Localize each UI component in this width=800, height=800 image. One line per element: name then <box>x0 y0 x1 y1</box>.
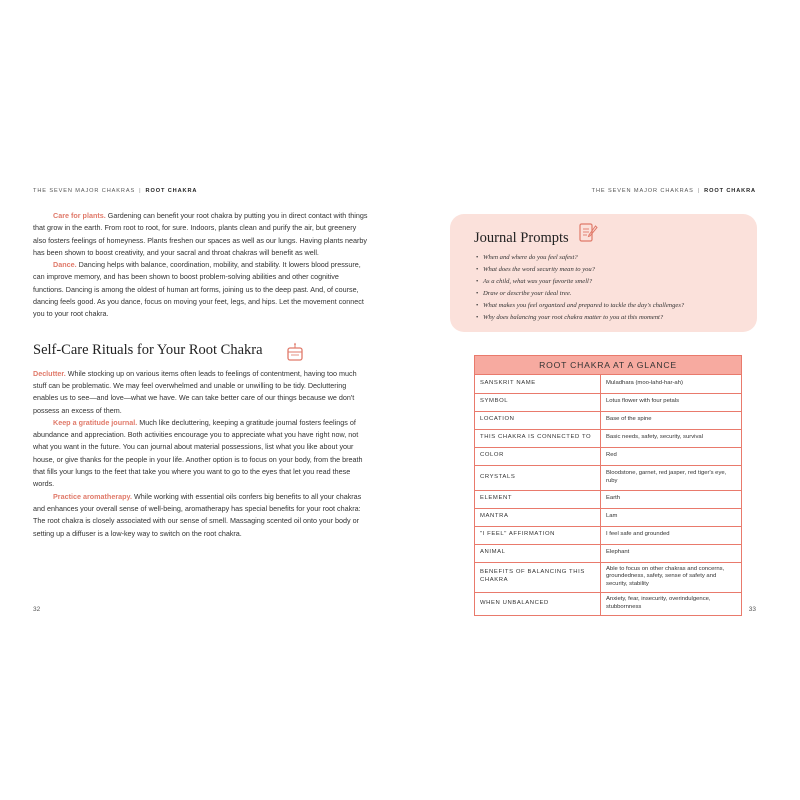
row-label: WHEN UNBALANCED <box>475 592 601 615</box>
table-row <box>475 465 741 490</box>
table-row <box>475 490 741 508</box>
list-item: • Draw or describe your ideal tree. <box>476 288 684 300</box>
candle-icon <box>285 342 305 362</box>
row-value: Able to focus on other chakras and concerns, groundedness, safety, sense of safety and security, stability <box>601 562 742 592</box>
table-row <box>475 526 741 544</box>
journal-prompts-box <box>450 214 757 332</box>
running-head-section: THE SEVEN MAJOR CHAKRAS <box>591 188 694 194</box>
paragraph-dance <box>33 259 368 320</box>
row-label: THIS CHAKRA IS CONNECTED TO <box>475 429 601 447</box>
paragraph-declutter <box>33 368 368 417</box>
row-label: SANSKRIT NAME <box>475 375 601 393</box>
table-row <box>475 375 741 393</box>
row-value: Elephant <box>601 544 742 562</box>
row-value: Basic needs, safety, security, survival <box>601 429 742 447</box>
row-label: CRYSTALS <box>475 465 601 490</box>
running-head-left: THE SEVEN MAJOR CHAKRAS | ROOT CHAKRA <box>33 188 198 194</box>
paragraph-text: While working with essential oils confers big benefits to all your chakras and enhances your overall sense of well-being, aromatherapy has special benefits for your root chakra: The root chakra is closely associated with our sense of smell. Massaging scented oil onto your body or setting up a diffuser is a low-key way to switch on the root chakra. <box>33 491 362 538</box>
paragraph-lead: Keep a gratitude journal. <box>53 417 138 427</box>
row-value: Lotus flower with four petals <box>601 393 742 411</box>
row-label: ANIMAL <box>475 544 601 562</box>
paragraph-lead: Care for plants. <box>53 211 106 220</box>
paragraph-lead: Dance. <box>53 260 77 270</box>
glance-table-body <box>475 375 741 615</box>
row-label: ELEMENT <box>475 490 601 508</box>
row-label: "I FEEL" AFFIRMATION <box>475 526 601 544</box>
section-title: Self-Care Rituals for Your Root Chakra <box>33 341 263 358</box>
row-value: Red <box>601 447 742 465</box>
journal-prompts-title: Journal Prompts <box>474 230 569 246</box>
row-label: LOCATION <box>475 411 601 429</box>
paragraph-aromatherapy <box>33 491 368 540</box>
row-value: I feel safe and grounded <box>601 526 742 544</box>
paragraph-text: Gardening can benefit your root chakra by putting you in direct contact with things that grow in the earth. From root to root, for sure. Indoors, plants clean and purify the air, but greenery also fosters feelings of homeyness. Plants freshen our spaces as well as our lungs. Having plants nearby has been shown to boost creativity, and your sacral and throat chakras will benefit as well. <box>33 211 368 257</box>
list-item: • What does the word security mean to you? <box>476 264 684 276</box>
row-value: Muladhara (moo-lahd-har-ah) <box>601 375 742 393</box>
paragraph-lead: Declutter. <box>33 368 66 378</box>
glance-table-title: ROOT CHAKRA AT A GLANCE <box>475 356 741 375</box>
table-row <box>475 544 741 562</box>
table-row <box>475 429 741 447</box>
row-label: BENEFITS OF BALANCING THIS CHAKRA <box>475 562 601 592</box>
list-item: • When and where do you feel safest? <box>476 252 684 264</box>
journal-pen-icon <box>578 222 598 244</box>
running-head-current: ROOT CHAKRA <box>704 188 756 194</box>
row-value: Lam <box>601 508 742 526</box>
left-page-body <box>33 210 368 540</box>
paragraph-lead: Practice aromatherapy. <box>53 491 132 501</box>
glance-table <box>474 355 742 616</box>
table-row <box>475 508 741 526</box>
table-row <box>475 411 741 429</box>
row-label: MANTRA <box>475 508 601 526</box>
row-label: COLOR <box>475 447 601 465</box>
row-label: SYMBOL <box>475 393 601 411</box>
paragraph-text: Dancing helps with balance, coordination, mobility, and stability. It lowers blood pressure, can improve memory, and has been shown to boost problem-solving abilities and other cognitive functions. Dancing is among the oldest of human art forms, joining us to the deep past. And, of course, dancing feels good. As you dance, focus on moving your feet, legs, and hips. Let the movement connect you to your root chakra. <box>33 260 364 319</box>
list-item: • What makes you feel organized and prepared to tackle the day's challenges? <box>476 300 684 312</box>
paragraph-text: Much like decluttering, keeping a gratitude journal fosters feelings of abundance and appreciation. Both activities encourage you to appreciate what you have right now, not what you want in the future. You can journal about material possessions, list what you like about your house, or give thanks for the people in your life. Another option is to focus on your body, from the breath that fills your lungs to the feet that take you where you want to go to the eyes that let you read these words. <box>33 417 363 489</box>
page-number-right: 33 <box>748 606 756 613</box>
paragraph-text: While stocking up on various items often leads to feelings of contentment, having too much stuff can be problematic. We may feel overwhelmed and unable or unwilling to be tidy. Decluttering enables us to see—and love—what we have. We can take better care of our things because we don't possess an excess of them. <box>33 368 357 415</box>
running-head-section: THE SEVEN MAJOR CHAKRAS <box>33 188 136 194</box>
row-value: Earth <box>601 490 742 508</box>
paragraph-plants <box>33 210 368 259</box>
running-head-current: ROOT CHAKRA <box>145 188 198 194</box>
row-value: Bloodstone, garnet, red jasper, red tiger's eye, ruby <box>601 465 742 490</box>
list-item: • Why does balancing your root chakra matter to you at this moment? <box>476 312 684 324</box>
section-heading <box>33 342 368 362</box>
table-row <box>475 393 741 411</box>
journal-prompts-list <box>476 252 684 323</box>
table-row <box>475 447 741 465</box>
page-number-left: 32 <box>33 606 41 613</box>
row-value: Base of the spine <box>601 411 742 429</box>
list-item: • As a child, what was your favorite smell? <box>476 276 684 288</box>
running-head-right: THE SEVEN MAJOR CHAKRAS | ROOT CHAKRA <box>591 188 756 194</box>
table-row <box>475 562 741 592</box>
row-value: Anxiety, fear, insecurity, overindulgence, stubbornness <box>606 596 711 610</box>
table-row <box>475 592 741 615</box>
paragraph-journal <box>33 417 368 491</box>
